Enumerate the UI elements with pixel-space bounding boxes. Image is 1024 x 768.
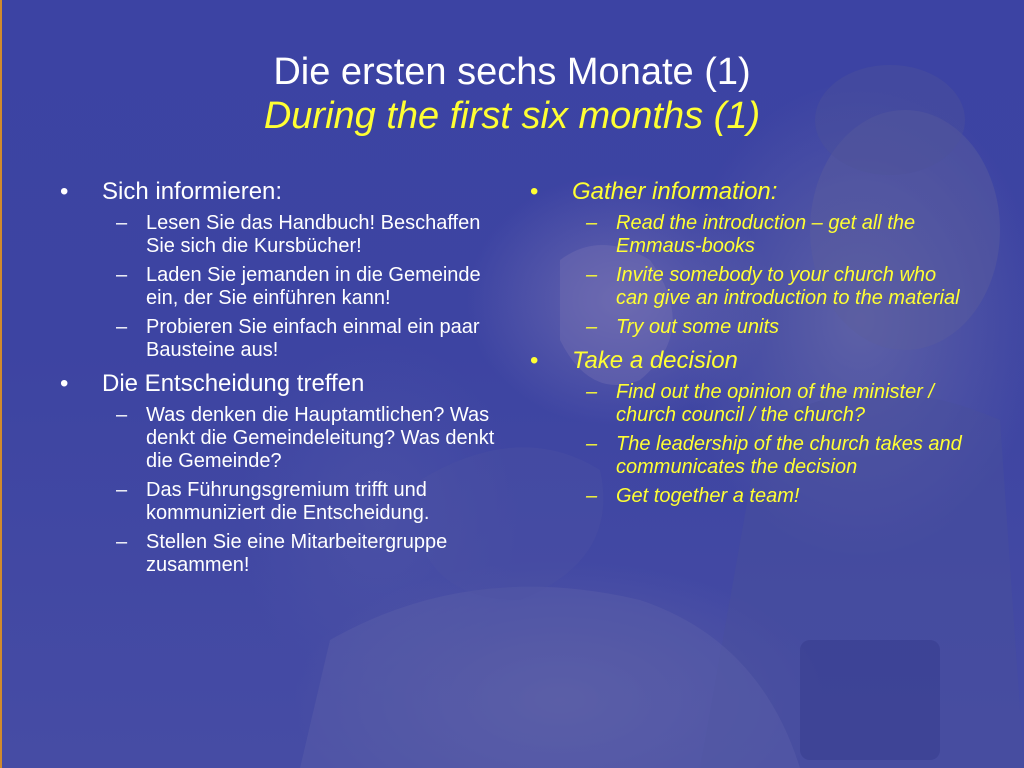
bullet-icon: • [530, 347, 539, 374]
dash-icon: – [116, 531, 128, 553]
sub-item-text: Lesen Sie das Handbuch! Beschaffen Sie sich die Kursbücher! [146, 212, 481, 257]
sub-list-item [572, 433, 970, 479]
sub-list-item [572, 485, 970, 508]
sub-item-text: The leadership of the church takes and communicates the decision [616, 433, 962, 478]
sub-list [572, 212, 970, 339]
bullet-icon: • [530, 178, 539, 205]
title-german: Die ersten sechs Monate (1) [273, 51, 751, 93]
sub-item-text: Try out some units [616, 316, 780, 338]
slide-title [0, 50, 1024, 138]
sub-list [102, 404, 500, 577]
list-item [530, 178, 970, 339]
left-column [60, 178, 500, 585]
sub-item-text: Invite somebody to your church who can give an introduction to the material [616, 264, 960, 309]
sub-list-item [102, 316, 500, 362]
dash-icon: – [586, 212, 598, 234]
sub-list [102, 212, 500, 362]
sub-item-text: Get together a team! [616, 485, 800, 507]
bullet-label: Die Entscheidung treffen [102, 370, 365, 397]
sub-list-item [102, 531, 500, 577]
sub-list [572, 381, 970, 508]
dash-icon: – [586, 316, 598, 338]
title-english: During the first six months (1) [263, 95, 761, 137]
dash-icon: – [586, 264, 598, 286]
list-item [60, 370, 500, 577]
sub-item-text: Probieren Sie einfach einmal ein paar Bausteine aus! [146, 316, 480, 361]
sub-item-text: Stellen Sie eine Mitarbeitergruppe zusammen! [146, 531, 448, 576]
dash-icon: – [116, 264, 128, 286]
dash-icon: – [586, 485, 598, 507]
sub-list-item [102, 212, 500, 258]
dash-icon: – [586, 433, 598, 455]
sub-list-item [102, 404, 500, 473]
sub-item-text: Find out the opinion of the minister / church council / the church? [616, 381, 934, 426]
dash-icon: – [116, 404, 128, 426]
sub-list-item [102, 479, 500, 525]
bullet-label: Sich informieren: [102, 178, 283, 205]
dash-icon: – [586, 381, 598, 403]
sub-list-item [572, 316, 970, 339]
dash-icon: – [116, 316, 128, 338]
sub-list-item [572, 264, 970, 310]
bullet-icon: • [60, 178, 69, 205]
bullet-icon: • [60, 370, 69, 397]
bullet-label: Take a decision [572, 347, 738, 374]
sub-list-item [572, 381, 970, 427]
sub-item-text: Read the introduction – get all the Emmaus-books [616, 212, 916, 257]
sub-item-text: Laden Sie jemanden in die Gemeinde ein, der Sie einführen kann! [146, 264, 481, 309]
left-bullet-list [60, 178, 500, 577]
sub-item-text: Was denken die Hauptamtlichen? Was denkt die Gemeindeleitung? Was denkt die Gemeinde? [146, 404, 495, 472]
sub-list-item [102, 264, 500, 310]
dash-icon: – [116, 212, 128, 234]
right-column [530, 178, 970, 516]
list-item [60, 178, 500, 362]
bullet-label: Gather information: [572, 178, 778, 205]
sub-list-item [572, 212, 970, 258]
list-item [530, 347, 970, 508]
sub-item-text: Das Führungsgremium trifft und kommuniziert die Entscheidung. [146, 479, 430, 524]
right-bullet-list [530, 178, 970, 508]
dash-icon: – [116, 479, 128, 501]
